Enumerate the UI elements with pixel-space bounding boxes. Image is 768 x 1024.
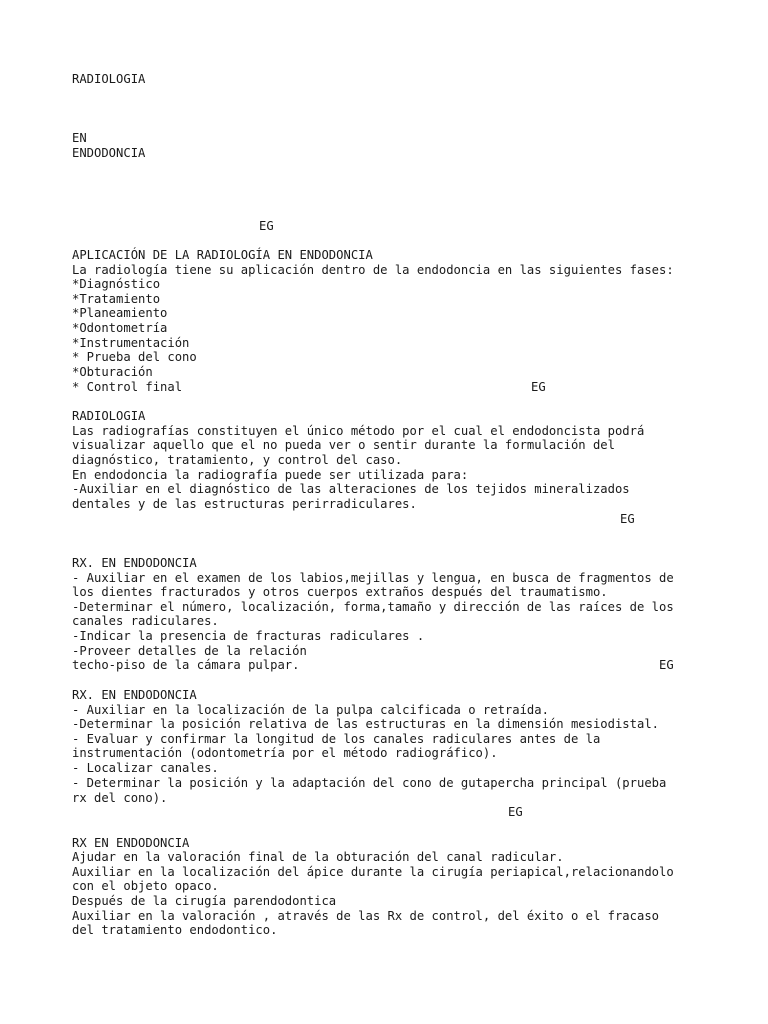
cover-title-line-2: EN	[72, 131, 87, 145]
section-2-line: visualizar aquello que el no pueda ver o sentir durante la formulación del	[72, 438, 615, 452]
section-4-line: rx del cono).	[72, 791, 168, 805]
section-3-line: -Indicar la presencia de fracturas radiculares .	[72, 629, 425, 643]
section-3-heading: RX. EN ENDODONCIA	[72, 556, 197, 570]
section-4-line: instrumentación (odontometría por el método radiográfico).	[72, 746, 498, 760]
section-2-line: Las radiografías constituyen el único método por el cual el endodoncista podrá	[72, 424, 645, 438]
section-3-line: canales radiculares.	[72, 614, 219, 628]
section-3-line: los dientes fracturados y otros cuerpos extraños después del traumatismo.	[72, 585, 608, 599]
section-1-line: * Control final	[72, 380, 183, 394]
section-5-line: Auxiliar en la valoración , através de las Rx de control, del éxito o el fracaso	[72, 909, 659, 923]
cover-title-line-1: RADIOLOGIA	[72, 72, 146, 86]
section-1-line: *Instrumentación	[72, 336, 190, 350]
section-1-line: *Odontometría	[72, 321, 168, 335]
section-1-line: *Tratamiento	[72, 292, 161, 306]
section-4-line: -Determinar la posición relativa de las estructuras en la dimensión mesiodistal.	[72, 717, 659, 731]
section-5-heading: RX EN ENDODONCIA	[72, 836, 190, 850]
cover-author-mark: EG	[259, 219, 274, 233]
section-2-author-mark: EG	[620, 512, 635, 526]
section-4-line: - Determinar la posición y la adaptación del cono de gutapercha principal (prueba	[72, 776, 667, 790]
section-5-line: Después de la cirugía parendodontica	[72, 894, 337, 908]
section-2-line: En endodoncia la radiografía puede ser utilizada para:	[72, 468, 469, 482]
section-1-heading: APLICACIÓN DE LA RADIOLOGÍA EN ENDODONCIA	[72, 248, 373, 262]
section-1-author-mark: EG	[531, 380, 546, 394]
section-5-line: Auxiliar en la localización del ápice durante la cirugía periapical,relacionandolo	[72, 865, 674, 879]
section-4-author-mark: EG	[508, 805, 523, 819]
section-2-line: diagnóstico, tratamiento, y control del caso.	[72, 453, 403, 467]
section-4-heading: RX. EN ENDODONCIA	[72, 688, 197, 702]
section-1-line: *Obturación	[72, 365, 153, 379]
section-1-line: *Diagnóstico	[72, 277, 161, 291]
section-5-line: con el objeto opaco.	[72, 879, 219, 893]
section-3-author-mark: EG	[659, 658, 674, 672]
section-5-line: Ajudar en la valoración final de la obturación del canal radicular.	[72, 850, 564, 864]
section-3-line: - Auxiliar en el examen de los labios,mejillas y lengua, en busca de fragmentos de	[72, 571, 674, 585]
cover-title-line-3: ENDODONCIA	[72, 146, 146, 160]
section-4-line: - Localizar canales.	[72, 761, 219, 775]
section-1-line: La radiología tiene su aplicación dentro de la endodoncia en las siguientes fases:	[72, 263, 674, 277]
section-2-line: dentales y de las estructuras perirradiculares.	[72, 497, 417, 511]
section-3-line: -Proveer detalles de la relación	[72, 644, 307, 658]
section-3-line: techo-piso de la cámara pulpar.	[72, 658, 300, 672]
section-2-heading: RADIOLOGIA	[72, 409, 146, 423]
section-2-line: -Auxiliar en el diagnóstico de las alteraciones de los tejidos mineralizados	[72, 482, 630, 496]
section-1-line: *Planeamiento	[72, 306, 168, 320]
section-4-line: - Auxiliar en la localización de la pulpa calcificada o retraída.	[72, 703, 549, 717]
section-1-line: * Prueba del cono	[72, 350, 197, 364]
section-5-line: del tratamiento endodontico.	[72, 923, 278, 937]
section-4-line: - Evaluar y confirmar la longitud de los canales radiculares antes de la	[72, 732, 601, 746]
section-3-line: -Determinar el número, localización, forma,tamaño y dirección de las raíces de los	[72, 600, 674, 614]
